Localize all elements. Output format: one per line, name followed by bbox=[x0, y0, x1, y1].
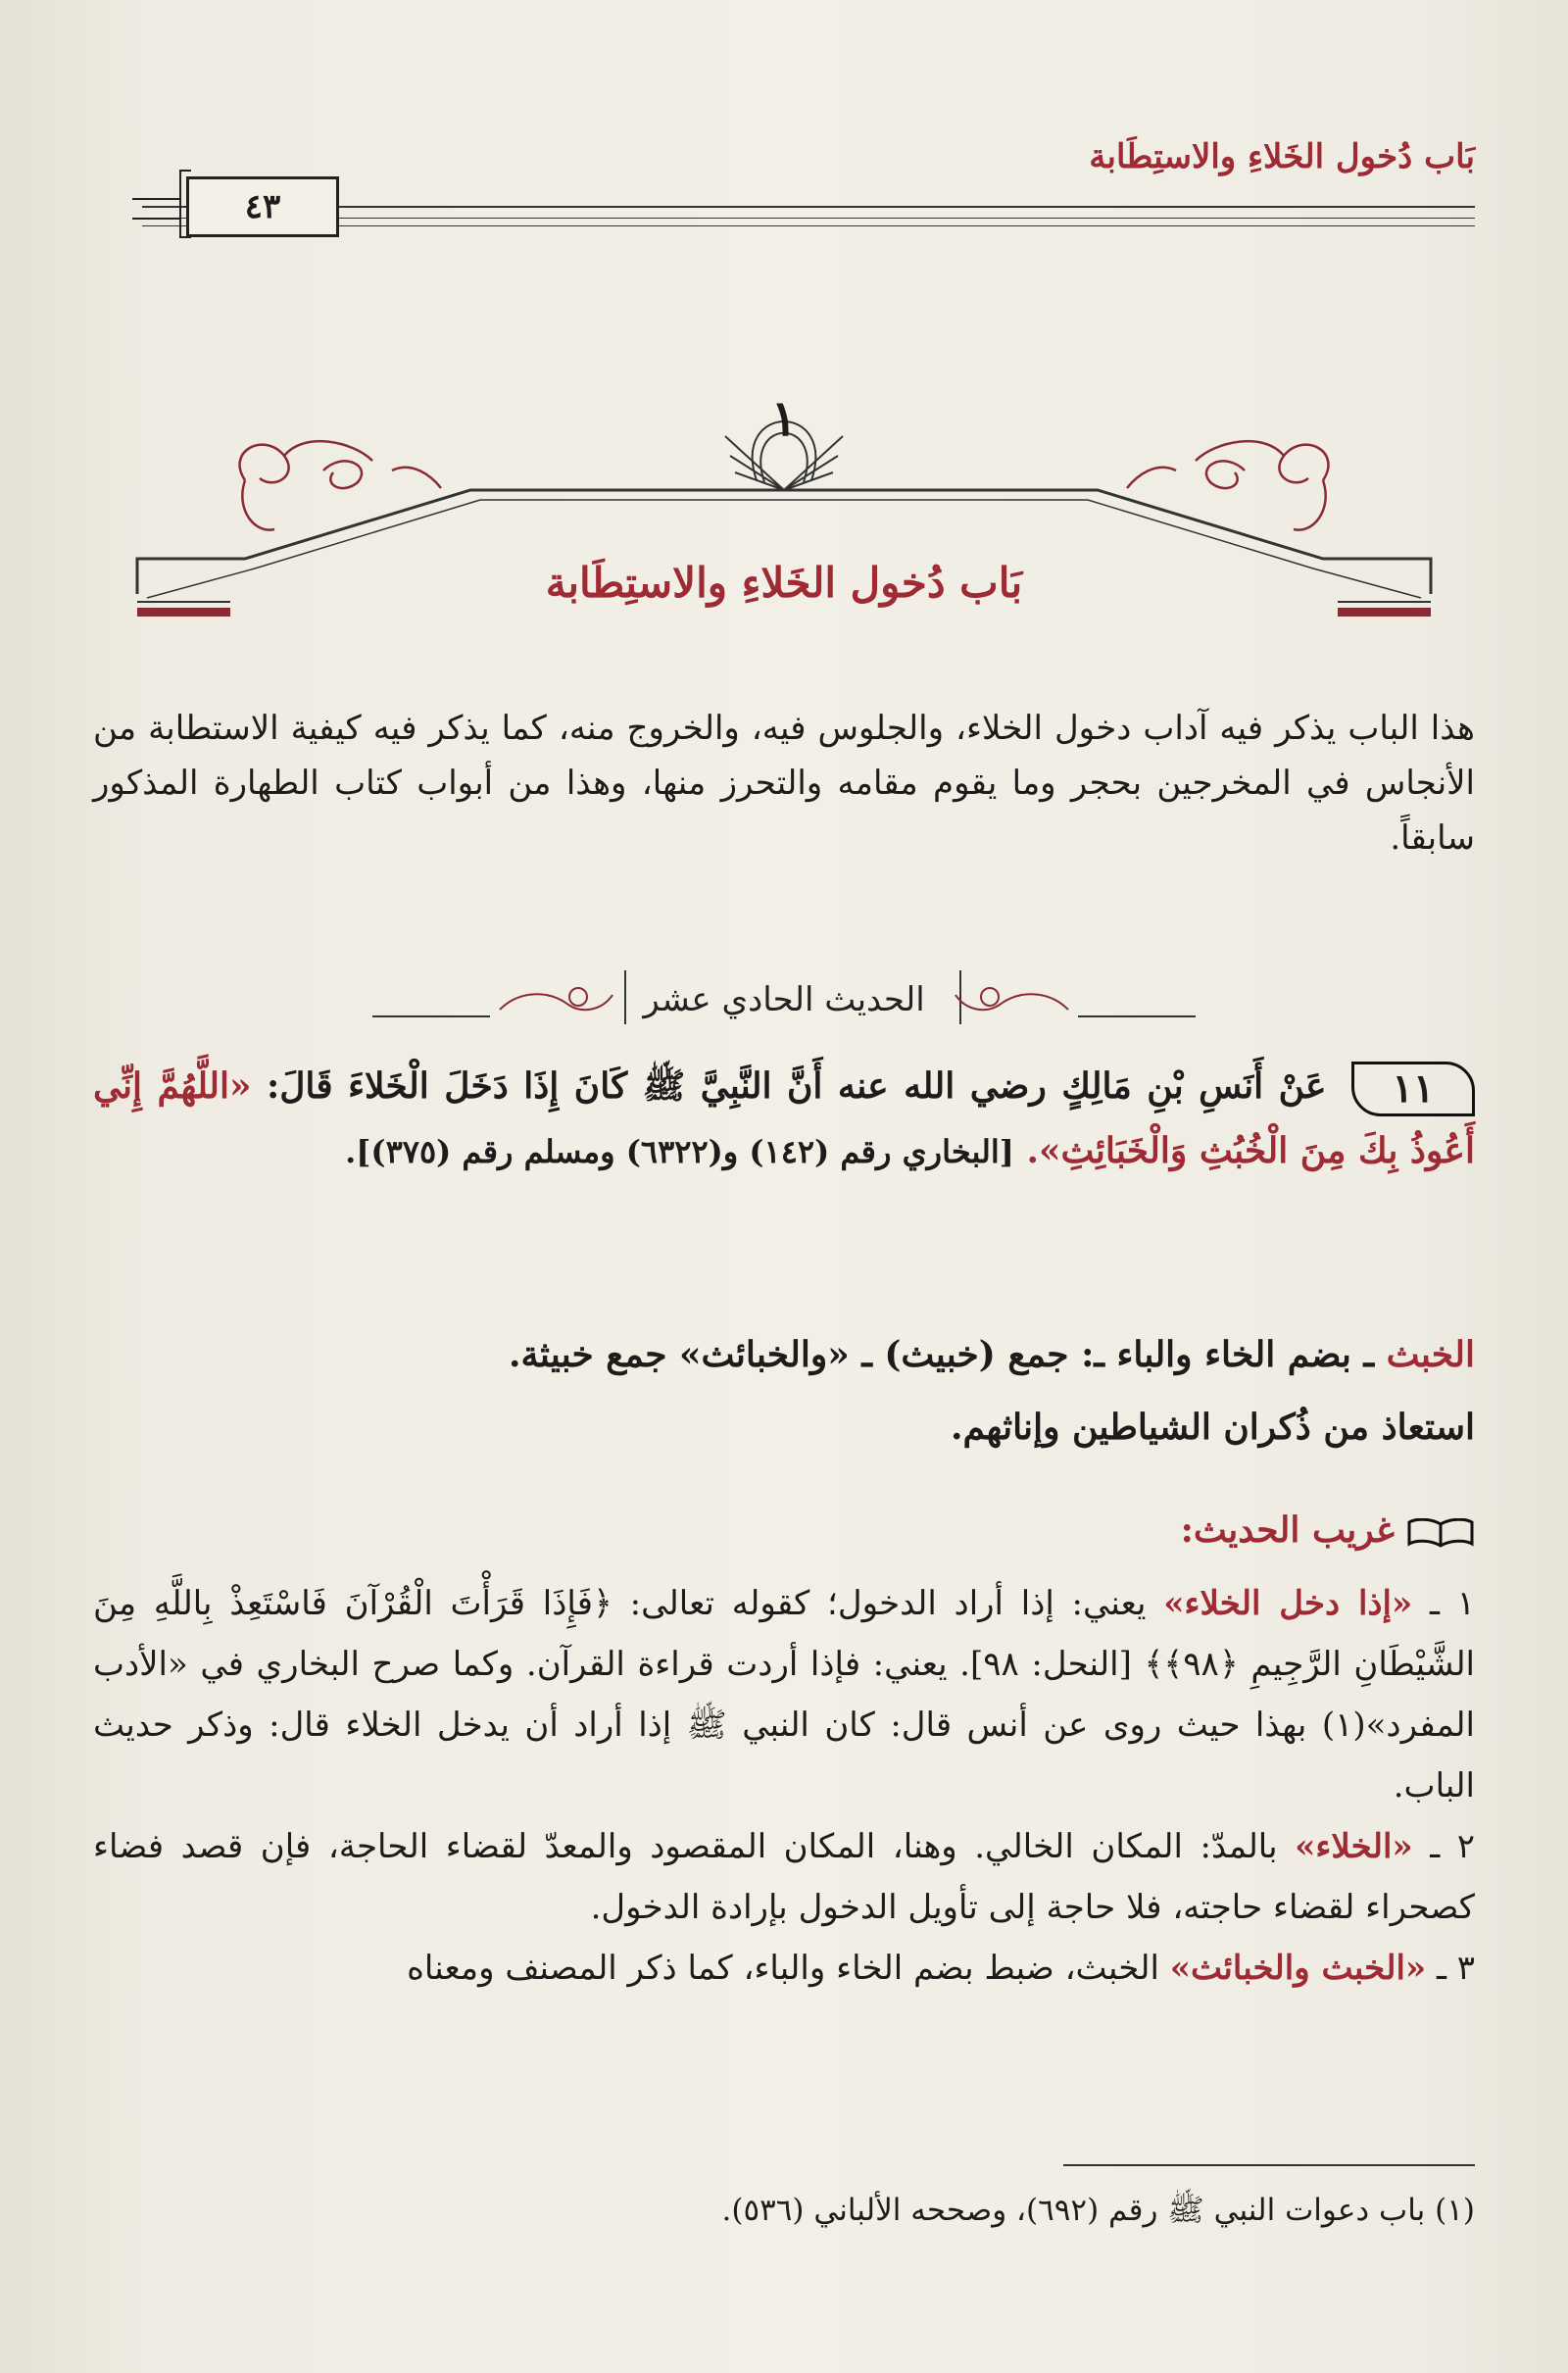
footnote: (١) باب دعوات النبي ﷺ رقم (٦٩٢)، وصححه الألباني (٥٣٦). bbox=[721, 2193, 1475, 2228]
running-header-title: بَاب دُخول الخَلاءِ والاستِطَابة bbox=[1089, 137, 1475, 176]
chapter-title: بَاب دُخول الخَلاءِ والاستِطَابة bbox=[545, 559, 1023, 607]
header-rule bbox=[142, 206, 1475, 208]
hadith-reference: [البخاري رقم (١٤٢) و(٦٣٢٢) ومسلم رقم (٣٧٥)]. bbox=[345, 1133, 1014, 1170]
header-rule bbox=[142, 218, 1475, 219]
list-item: ٢ ـ «الخلاء» بالمدّ: المكان الخالي. وهنا، المكان المقصود والمعدّ لقضاء الحاجة، فإن قصد فضاء كصحراء لقضاء حاجته، فلا حاجة إلى تأويل الدخول بإرادة الدخول. bbox=[93, 1827, 1475, 1927]
intro-paragraph: هذا الباب يذكر فيه آداب دخول الخلاء، والجلوس فيه، والخروج منه، كما يذكر فيه كيفية الاستطابة من الأنجاس في المخرجين بحجر وما يقوم مقامه والتحرز منها، وهذا من أبواب كتاب الطهارة المذكور سابقاً. bbox=[93, 709, 1475, 858]
hadith-dua: «اللَّهُمَّ إِنِّي أَعُوذُ بِكَ مِنَ الْخُبُثِ وَالْخَبَائِثِ». bbox=[93, 1065, 1475, 1171]
header-rule-left bbox=[132, 198, 181, 220]
hadith-text bbox=[93, 1054, 1475, 1184]
gharib-heading bbox=[1181, 1509, 1475, 1551]
hadith-number-badge: ١١ bbox=[1351, 1062, 1475, 1116]
gharib-title: غريب الحديث: bbox=[1180, 1509, 1395, 1551]
footnote-rule bbox=[1063, 2164, 1475, 2166]
gharib-list bbox=[93, 1573, 1475, 1999]
explanation-line-1: ـ بضم الخاء والباء ـ: جمع (خبيث) ـ «والخبائث» جمع خبيثة. bbox=[509, 1334, 1375, 1375]
chapter-number: ١ bbox=[770, 389, 798, 447]
hadith-heading: الحديث الحادي عشر bbox=[643, 980, 925, 1019]
hadith-explanation bbox=[93, 1318, 1475, 1463]
explanation-line-2: استعاذ من ذُكران الشياطين وإناثهم. bbox=[950, 1407, 1475, 1448]
hadith-isnad: عَنْ أَنَسِ بْنِ مَالِكٍ رضي الله عنه أَنَّ النَّبِيَّ ﷺ كَانَ إِذَا دَخَلَ الْخَلاءَ قَالَ: bbox=[266, 1065, 1327, 1107]
explanation-term: الخبث bbox=[1386, 1334, 1475, 1375]
header-rule bbox=[142, 225, 1475, 226]
page-number: ٤٣ bbox=[186, 176, 339, 237]
open-book-icon bbox=[1406, 1518, 1475, 1548]
list-item: ٣ ـ «الخبث والخبائث» الخبث، ضبط بضم الخاء والباء، كما ذكر المصنف ومعناه bbox=[407, 1949, 1475, 1988]
list-item: ١ ـ «إذا دخل الخلاء» يعني: إذا أراد الدخول؛ كقوله تعالى: ﴿فَإِذَا قَرَأْتَ الْقُرْآنَ فَاسْتَعِذْ بِاللَّهِ مِنَ الشَّيْطَانِ الرَّجِيمِ ﴿٩٨﴾﴾ [النحل: ٩٨]. يعني: فإذا أردت قراءة القرآن. وكما صرح البخاري في «الأدب المفرد»(١) بهذا حيث روى عن أنس قال: كان النبي ﷺ إذا أراد أن يدخل الخلاء قال: وذكر حديث الباب. bbox=[93, 1584, 1476, 1805]
